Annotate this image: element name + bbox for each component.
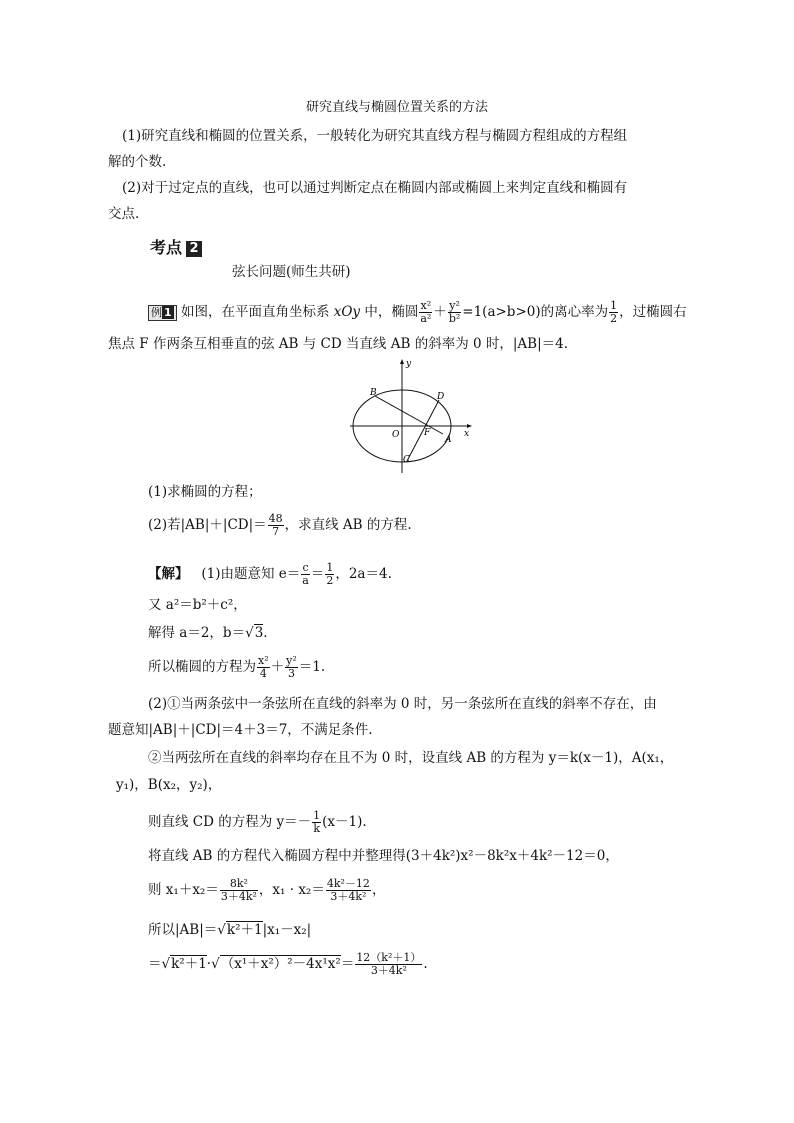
solution-line10: 所以|AB|＝√k²＋1|x₁－x₂| — [148, 922, 312, 938]
label-a: A — [445, 435, 452, 445]
method-p2-line2: 交点. — [108, 206, 140, 222]
example-line2: 焦点 F 作两条互相垂直的弦 AB 与 CD 当直线 AB 的斜率为 0 时，|AB|＝4. — [108, 336, 569, 352]
y-axis-arrow — [400, 359, 404, 364]
example-line1: 例 1 如图，在平面直角坐标系 xOy 中，椭圆 $\frac{\text{x²}}{\text{a²}}$ ＋ $\frac{\text{y²}}{\text{b²}}$ =1(a>b>0)的离心率为 $\frac{1}{2}$ ，过椭圆右 — [148, 300, 687, 325]
label-f: F — [424, 428, 431, 438]
method-p1-line1: (1)研究直线和椭圆的位置关系，一般转化为研究其直线方程与椭圆方程组成的方程组 — [122, 128, 628, 144]
label-b: B — [370, 388, 377, 398]
frac-x2-4: $\frac{\text{x²}}{4}$ — [258, 654, 269, 680]
frac-half: $\frac{1}{2}$ — [326, 561, 334, 587]
solution-line8: 将直线 AB 的方程代入椭圆方程中并整理得(3＋4k²)x²－8k²x＋4k²－12＝0， — [148, 848, 619, 864]
solution-line4: 所以椭圆的方程为 $\frac{\text{x²}}{4}$ ＋ $\frac{\text{y²}}{3}$ ＝1. — [148, 654, 326, 680]
frac-ab-length: $\frac{\text{12（k²＋1）}}{\text{3＋4k²}}$ — [356, 951, 422, 977]
label-x: x — [464, 429, 470, 439]
frac-y2-3: $\frac{\text{y²}}{3}$ — [286, 654, 297, 680]
section-heading — [150, 235, 202, 258]
solution-line2: 又 a²＝b²＋c²， — [148, 597, 247, 613]
frac-1-k: $\frac{1}{k}$ — [313, 809, 321, 835]
x-axis-arrow — [467, 424, 472, 428]
frac-y2-b2: $\frac{\text{y²}}{\text{b²}}$ — [448, 299, 461, 325]
solution-line5a: (2)①当两条弦中一条弦所在直线的斜率为 0 时，另一条弦所在直线的斜率不存在，由 — [148, 696, 657, 712]
label-c: C — [403, 455, 410, 465]
question-2: (2)若|AB|＋|CD|＝ $\frac{48}{7}$ ，求直线 AB 的方程. — [148, 512, 412, 538]
frac-x2-a2: $\frac{\text{x²}}{\text{a²}}$ — [420, 299, 432, 325]
solution-line11: ＝√k²＋1·√（x¹＋x²）²－4x¹x²＝ $\frac{\text{12（k²＋1）}}{\text{3＋4k²}}$ . — [148, 951, 428, 977]
section-label: 考点 — [150, 238, 183, 257]
question-1: (1)求椭圆的方程； — [148, 484, 262, 500]
label-y: y — [406, 359, 412, 369]
solution-line1: 【解】 (1)由题意知 e＝ $\frac{c}{a}$ ＝ $\frac{1}{2}$ ，2a＝4. — [148, 561, 392, 587]
example-badge: 例 1 — [148, 305, 177, 321]
label-d: D — [437, 392, 445, 402]
frac-48-7: $\frac{48}{7}$ — [268, 512, 283, 538]
solution-line6b: y₁)，B(x₂，y₂)， — [116, 777, 222, 793]
method-p2-line1: (2)对于过定点的直线，也可以通过判断定点在椭圆内部或椭圆上来判定直线和椭圆有 — [122, 180, 628, 196]
frac-c-a: $\frac{c}{a}$ — [302, 561, 309, 587]
method-p1-line2: 解的个数. — [108, 154, 167, 170]
section-number-badge: 2 — [186, 241, 202, 257]
solution-line5b: 题意知|AB|＋|CD|＝4＋3＝7，不满足条件. — [108, 722, 373, 738]
frac-product: $\frac{\text{4k²－12}}{\text{3＋4k²}}$ — [326, 877, 370, 903]
frac-eccentricity: $\frac{1}{2}$ — [610, 299, 618, 325]
page-title: 研究直线与椭圆位置关系的方法 — [305, 100, 488, 115]
solution-line3: 解得 a＝2，b＝√3. — [148, 625, 268, 641]
chord-cd — [407, 400, 439, 461]
solution-line7: 则直线 CD 的方程为 y＝－ $\frac{1}{k}$ (x－1). — [148, 809, 367, 835]
solution-line9: 则 x₁＋x₂＝ $\frac{\text{8k²}}{\text{3＋4k²}}$ ，x₁ · x₂＝ $\frac{\text{4k²－12}}{\text{3＋4k²}}$ ， — [148, 877, 386, 903]
ellipse-diagram — [345, 358, 475, 476]
label-o: O — [392, 430, 400, 440]
chord-ab — [375, 396, 443, 434]
solution-label: 【解】 — [148, 566, 189, 582]
frac-sum: $\frac{\text{8k²}}{\text{3＋4k²}}$ — [220, 877, 257, 903]
section-subtitle: 弦长问题(师生共研) — [232, 264, 351, 280]
solution-line6a: ②当两弦所在直线的斜率均存在且不为 0 时，设直线 AB 的方程为 y＝k(x－1)，A(x₁， — [148, 750, 674, 766]
